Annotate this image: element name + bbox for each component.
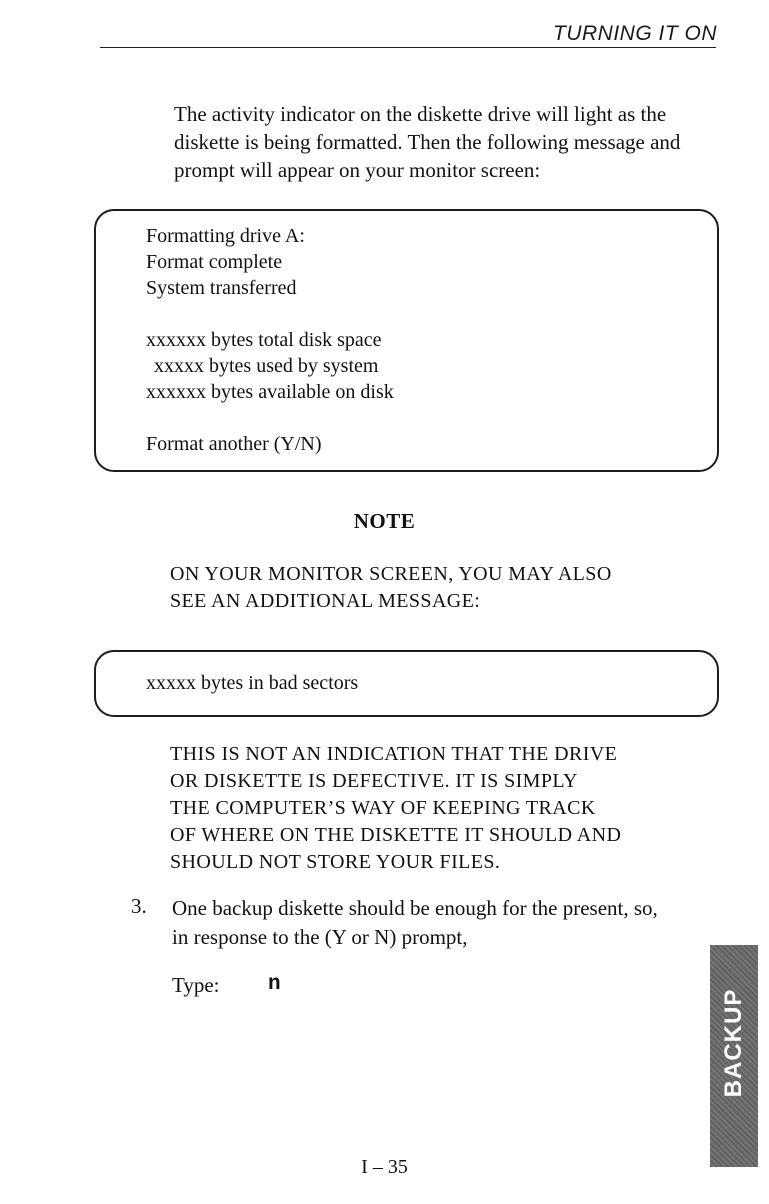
step-line: in response to the (Y or N) prompt, [172,925,468,949]
header-rule [100,47,716,48]
page-number: I – 35 [361,1156,408,1178]
note-explanation-line: OF WHERE ON THE DISKETTE IT SHOULD AND [170,824,622,846]
screen-line: Format another (Y/N) [146,433,322,455]
intro-line: diskette is being formatted. Then the following message and [174,130,681,154]
note-intro-line: ON YOUR MONITOR SCREEN, YOU MAY ALSO [170,563,612,585]
step-number: 3. [131,894,147,918]
intro-line: The activity indicator on the diskette drive will light as the [174,102,667,126]
intro-paragraph [174,100,720,184]
note-explanation-line: THE COMPUTER’S WAY OF KEEPING TRACK [170,797,596,819]
type-value: n [268,973,281,996]
screen-line: xxxxx bytes used by system [154,355,379,377]
screen-line: System transferred [146,277,297,299]
section-tab-label: BACKUP [720,988,747,1098]
screen-line: xxxxxx bytes available on disk [146,381,394,403]
note-heading: NOTE [353,509,416,533]
running-header: TURNING IT ON [553,22,717,45]
step-text [172,894,722,952]
screen-line: Formatting drive A: [146,225,305,247]
step-line: One backup diskette should be enough for the present, so, [172,896,658,920]
section-thumb-tab [710,945,758,1167]
type-label: Type: [172,973,220,997]
extra-message-line: xxxxx bytes in bad sectors [146,672,359,694]
extra-message-box [94,650,719,717]
intro-line: prompt will appear on your monitor screen: [174,158,541,182]
screen-line: Format complete [146,251,283,273]
note-explanation-line: THIS IS NOT AN INDICATION THAT THE DRIVE [170,743,618,765]
note-explanation-line: SHOULD NOT STORE YOUR FILES. [170,851,501,873]
screen-message-box [94,209,719,472]
note-intro-line: SEE AN ADDITIONAL MESSAGE: [170,590,481,612]
note-explanation-line: OR DISKETTE IS DEFECTIVE. IT IS SIMPLY [170,770,578,792]
screen-line: xxxxxx bytes total disk space [146,329,382,351]
